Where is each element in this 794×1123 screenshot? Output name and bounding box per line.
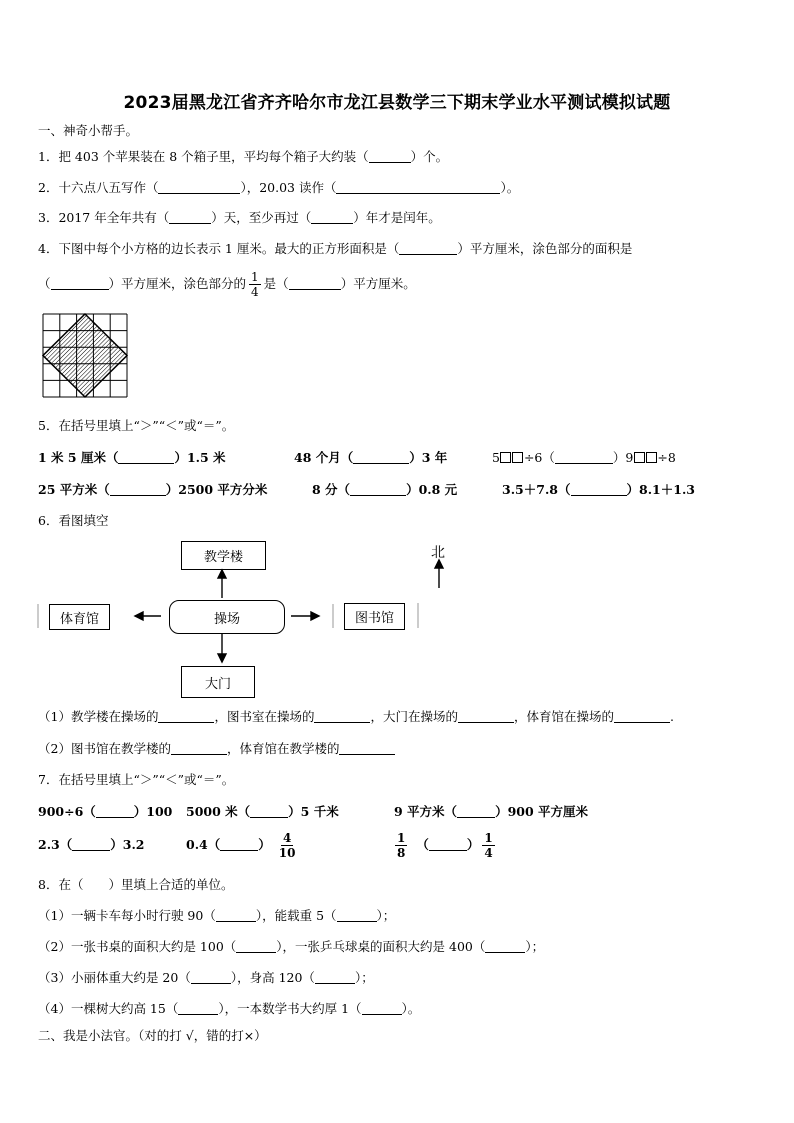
- question-8-sub-3: （3）小丽体重大约是 20（ ），身高 120（ ）；: [38, 970, 374, 985]
- answer-blank[interactable]: [339, 742, 395, 755]
- fraction-one-quarter: $\frac{1}{4}$: [251, 270, 259, 299]
- answer-blank[interactable]: [362, 1002, 402, 1015]
- question-6-sub-1: （1）教学楼在操场的 ，图书室在操场的 ，大门在操场的 ，体育馆在操场的 .: [38, 709, 674, 724]
- question-4-line-2: （ ）平方厘米，涂色部分的 $\frac{1}{4}$ 是（ ）平方厘米。: [38, 270, 416, 299]
- answer-blank[interactable]: [429, 838, 467, 851]
- gate-box: 大门: [181, 666, 255, 698]
- question-5-row-2-col-3: 3.5＋7.8（ ）8.1＋1.3: [502, 482, 695, 497]
- question-7-stem: 7．在括号里填上“＞”“＜”或“＝”。: [38, 772, 235, 787]
- answer-blank[interactable]: [72, 838, 110, 851]
- question-5-row-2: 25 平方米（ ）2500 平方分米: [38, 482, 268, 497]
- fraction-one-quarter-b: $\frac{1}{4}$: [484, 831, 493, 860]
- answer-blank[interactable]: [216, 909, 256, 922]
- question-8-stem: 8．在（ ）里填上合适的单位。: [38, 877, 234, 892]
- answer-blank[interactable]: [250, 805, 288, 818]
- gym-box: 体育馆: [49, 604, 110, 630]
- question-8-sub-4: （4）一棵树大约高 15（ ），一本数学书大约厚 1（ ）。: [38, 1001, 421, 1016]
- question-7-row-1-col-2: 5000 米（ ）5 千米: [186, 804, 339, 819]
- question-3: 3．2017 年全年共有（ ）天，至少再过（ ）年才是闰年。: [38, 210, 441, 225]
- answer-blank[interactable]: [485, 940, 525, 953]
- question-5-row-1: 1 米 5 厘米（ ）1.5 米: [38, 450, 226, 465]
- page-title: 2023届黑龙江省齐齐哈尔市龙江县数学三下期末学业水平测试模拟试题: [123, 93, 671, 113]
- answer-blank[interactable]: [158, 710, 214, 723]
- playground-box: 操场: [169, 600, 285, 634]
- question-7-row-2-col-2: 0.4（ ） $\frac{4}{10}$: [186, 831, 296, 860]
- answer-blank[interactable]: [457, 805, 495, 818]
- fraction-one-eighth: $\frac{1}{8}$: [397, 831, 406, 860]
- answer-blank[interactable]: [314, 710, 370, 723]
- answer-blank[interactable]: [236, 940, 276, 953]
- question-5-stem: 5．在括号里填上“＞”“＜”或“＝”。: [38, 418, 235, 433]
- question-7-row-2: 2.3（ ）3.2: [38, 837, 145, 852]
- north-label: 北: [431, 545, 445, 561]
- fraction-four-tenths: $\frac{4}{10}$: [278, 831, 296, 860]
- answer-blank[interactable]: [220, 838, 258, 851]
- teaching-building-box: 教学楼: [181, 541, 266, 570]
- answer-blank[interactable]: [337, 909, 377, 922]
- question-5-row-1-col-2: 48 个月（ ）3 年: [294, 450, 448, 465]
- answer-blank[interactable]: [458, 710, 514, 723]
- question-7-row-1: 900÷6（ ）100: [38, 804, 173, 819]
- answer-blank[interactable]: [171, 742, 227, 755]
- question-2: 2．十六点八五写作（ ），20.03 读作（ ）。: [38, 180, 520, 195]
- answer-blank[interactable]: [96, 805, 134, 818]
- question-5-row-2-col-2: 8 分（ ）0.8 元: [312, 482, 458, 497]
- answer-blank[interactable]: [315, 971, 355, 984]
- question-6-sub-2: （2）图书馆在教学楼的 ，体育馆在教学楼的: [38, 739, 395, 757]
- question-5-row-1-col-3: 5 ÷6（ ）9 ÷8: [492, 450, 676, 465]
- answer-blank[interactable]: [178, 1002, 218, 1015]
- answer-blank[interactable]: [614, 710, 670, 723]
- question-1: 1．把 403 个苹果装在 8 个箱子里，平均每个箱子大约装（ ）个。: [38, 149, 449, 164]
- answer-blank[interactable]: [191, 971, 231, 984]
- question-4-line-1: 4．下图中每个小方格的边长表示 1 厘米。最大的正方形面积是（ ）平方厘米，涂色部分的面积是: [38, 241, 633, 256]
- question-7-row-2-col-3: $\frac{1}{8}$ （ ） $\frac{1}{4}$: [397, 831, 493, 860]
- section-heading-1: 一、神奇小帮手。: [38, 123, 139, 138]
- library-box: 图书馆: [344, 603, 405, 630]
- question-7-row-1-col-3: 9 平方米（ ）900 平方厘米: [394, 804, 589, 819]
- question-8-sub-1: （1）一辆卡车每小时行驶 90（ ），能载重 5（ ）；: [38, 908, 396, 923]
- section-heading-2: 二、我是小法官。（对的打 √，错的打×）: [38, 1028, 267, 1043]
- question-6-stem: 6．看图填空: [38, 513, 109, 528]
- question-8-sub-2: （2）一张书桌的面积大约是 100（ ），一张乒乓球桌的面积大约是 400（ ）；: [38, 939, 545, 954]
